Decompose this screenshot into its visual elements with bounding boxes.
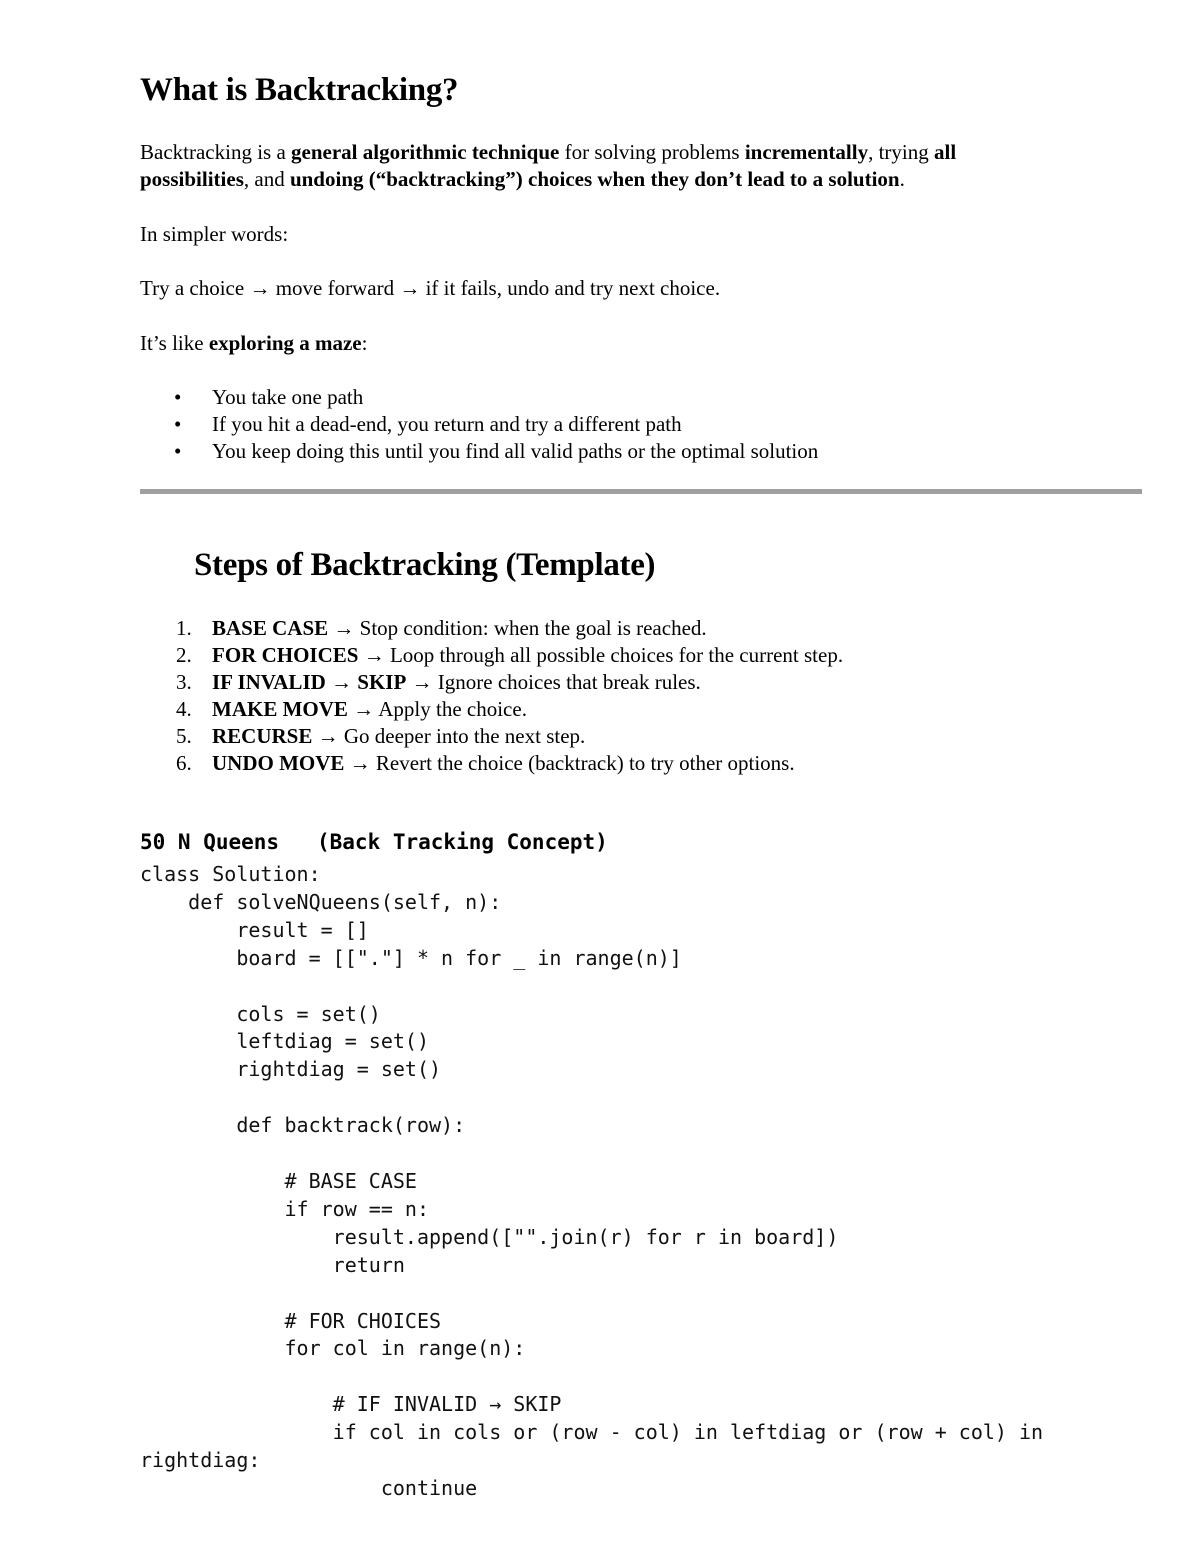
intro-bold-run: general algorithmic technique	[291, 140, 560, 164]
simpler-words-line: In simpler words:	[140, 222, 289, 246]
intro-text-run: Backtracking is a	[140, 140, 292, 164]
intro-text-run: for solving problems	[559, 140, 745, 164]
maze-prefix: It’s like	[140, 331, 209, 355]
step-item	[140, 669, 843, 696]
step-item	[140, 750, 843, 777]
code-block	[140, 861, 1043, 1503]
intro-text-run: , and	[243, 167, 290, 191]
step-description: → Apply the choice.	[347, 697, 527, 721]
code-line: class Solution:	[140, 862, 321, 886]
code-line: def backtrack(row):	[140, 1113, 466, 1138]
step-label: RECURSE	[212, 724, 313, 748]
code-line	[140, 1363, 1043, 1391]
code-line: leftdiag = set()	[140, 1029, 429, 1054]
step-description: → Go deeper into the next step.	[312, 724, 586, 748]
code-line: result.append(["".join(r) for r in board])	[140, 1224, 839, 1249]
heading-what-is-backtracking: What is Backtracking?	[140, 72, 459, 108]
intro-bold-run: undoing (“backtracking”) choices when they don’t lead to a solution	[289, 167, 900, 191]
maze-suffix: :	[361, 331, 368, 355]
code-line: def solveNQueens(self, n):	[140, 889, 502, 914]
list-item: • You take one path	[140, 384, 818, 411]
code-line: # FOR CHOICES	[140, 1308, 442, 1333]
code-line: board = [["."] * n for _ in range(n)]	[140, 945, 682, 970]
code-line: rightdiag = set()	[140, 1057, 442, 1082]
step-item	[140, 615, 843, 642]
code-line: rightdiag:	[140, 1448, 261, 1473]
intro-text-run: .	[899, 167, 905, 191]
intro-bold-run: incrementally	[744, 140, 869, 164]
step-number: 3.	[176, 670, 192, 694]
step-item	[140, 723, 843, 750]
step-description: → Loop through all possible choices for the current step.	[358, 643, 844, 667]
step-number: 6.	[176, 751, 192, 775]
code-line: result = []	[140, 917, 369, 942]
step-description: → Ignore choices that break rules.	[406, 670, 701, 694]
step-number: 5.	[176, 724, 192, 748]
code-line	[140, 1084, 1043, 1112]
step-item	[140, 642, 843, 669]
step-description: → Stop condition: when the goal is reached.	[328, 616, 707, 640]
list-item: • You keep doing this until you find all valid paths or the optimal solution	[140, 438, 818, 465]
step-label: IF INVALID → SKIP	[212, 670, 407, 694]
code-line: # IF INVALID → SKIP	[140, 1392, 562, 1417]
try-choice-line: Try a choice → move forward → if it fails, undo and try next choice.	[140, 276, 721, 300]
code-line: continue	[140, 1475, 478, 1500]
maze-line	[140, 330, 367, 357]
intro-text-run: , trying	[868, 140, 934, 164]
code-line: cols = set()	[140, 1001, 381, 1026]
steps-list	[140, 615, 843, 777]
code-line	[140, 1140, 1043, 1168]
maze-bullet-list	[140, 384, 818, 465]
code-line	[140, 973, 1043, 1001]
code-line: if col in cols or (row - col) in leftdiag or (row + col) in	[140, 1420, 1044, 1445]
code-title: 50 N Queens (Back Tracking Concept)	[140, 830, 608, 854]
intro-bold-run: all possibilities	[140, 140, 957, 191]
step-number: 1.	[176, 616, 192, 640]
list-item: • If you hit a dead-end, you return and try a different path	[140, 411, 818, 438]
step-number: 2.	[176, 643, 192, 667]
step-number: 4.	[176, 697, 192, 721]
code-line: for col in range(n):	[140, 1336, 526, 1361]
step-description: → Revert the choice (backtrack) to try other options.	[344, 751, 795, 775]
step-label: BASE CASE	[212, 616, 329, 640]
maze-bold: exploring a maze	[208, 331, 362, 355]
code-line: # BASE CASE	[140, 1168, 417, 1193]
step-label: UNDO MOVE	[212, 751, 345, 775]
code-line	[140, 1280, 1043, 1308]
step-item	[140, 696, 843, 723]
step-label: FOR CHOICES	[212, 643, 359, 667]
heading-steps-of-backtracking: Steps of Backtracking (Template)	[194, 547, 656, 583]
horizontal-rule	[140, 489, 1142, 494]
step-label: MAKE MOVE	[212, 697, 348, 721]
code-line: return	[140, 1252, 405, 1277]
code-line: if row == n:	[140, 1196, 429, 1221]
intro-paragraph	[140, 139, 1070, 193]
